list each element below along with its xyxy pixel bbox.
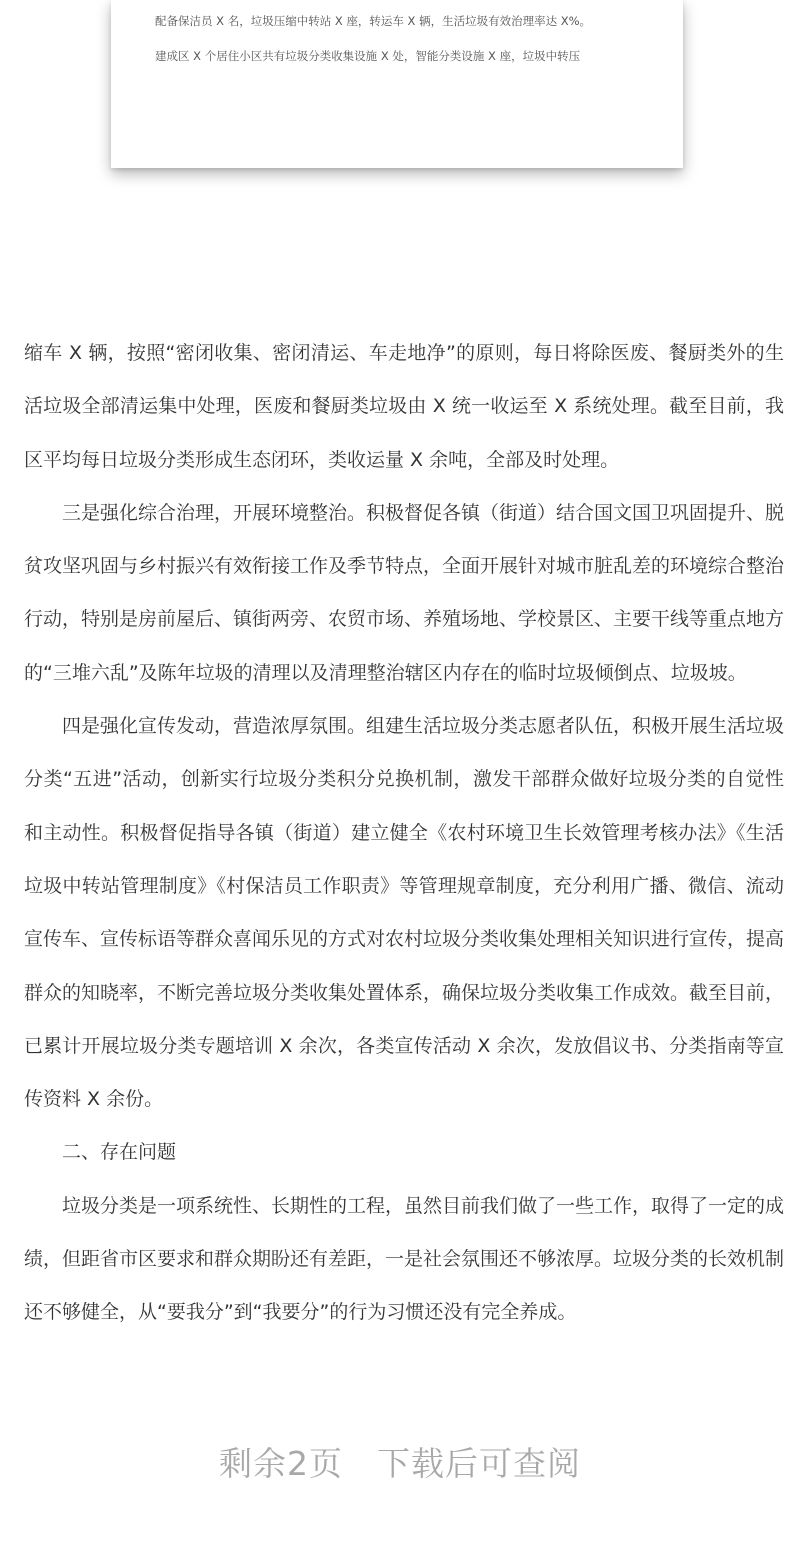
download-prompt[interactable]: 剩余2页 下载后可查阅 xyxy=(219,1444,581,1483)
preview-text-line: 配备保洁员 X 名，垃圾压缩中转站 X 座，转运车 X 辆，生活垃圾有效治理率达 X%。 xyxy=(155,14,592,28)
section-heading-problems: 二、存在问题 xyxy=(62,1141,177,1164)
preview-text-line: 建成区 X 个居住小区共有垃圾分类收集设施 X 处，智能分类设施 X 座，垃圾中转压 xyxy=(155,49,581,63)
paragraph-comprehensive-governance: 三是强化综合治理，开展环境整治。积极督促各镇（街道）结合国文国卫巩固提升、脱贫攻坚巩固与乡村振兴有效衔接工作及季节特点，全面开展针对城市脏乱差的环境综合整治行动，特别是房前屋后、镇街两旁、农贸市场、养殖场地、学校景区、主要干线等重点地方的“三堆六乱”及陈年垃圾的清理以及清理整治辖区内存在的临时垃圾倾倒点、垃圾坡。 xyxy=(24,501,785,684)
paragraph-problems: 垃圾分类是一项系统性、长期性的工程，虽然目前我们做了一些工作，取得了一定的成绩，但距省市区要求和群众期盼还有差距，一是社会氛围还不够浓厚。垃圾分类的长效机制还不够健全，从“要我分”到“我要分”的行为习惯还没有完全养成。 xyxy=(24,1194,785,1324)
document-preview-card xyxy=(111,0,683,168)
document-body xyxy=(24,327,784,1340)
paragraph-publicity-mobilization: 四是强化宣传发动，营造浓厚氛围。组建生活垃圾分类志愿者队伍，积极开展生活垃圾分类“五进”活动，创新实行垃圾分类积分兑换机制，激发干部群众做好垃圾分类的自觉性和主动性。积极督促指导各镇（街道）建立健全《农村环境卫生长效管理考核办法》《生活垃圾中转站管理制度》《村保洁员工作职责》等管理规章制度，充分利用广播、微信、流动宣传车、宣传标语等群众喜闻乐见的方式对农村垃圾分类收集处理相关知识进行宣传，提高群众的知晓率，不断完善垃圾分类收集处置体系，确保垃圾分类收集工作成效。截至目前，已累计开展垃圾分类专题培训 X 余次，各类宣传活动 X 余次，发放倡议书、分类指南等宣传资料 X 余份。 xyxy=(24,715,785,1111)
paragraph-continuation: 缩车 X 辆，按照“密闭收集、密闭清运、车走地净”的原则，每日将除医废、餐厨类外的生活垃圾全部清运集中处理，医废和餐厨类垃圾由 X 统一收运至 X 系统处理。截至目前，我区平均每日垃圾分类形成生态闭环，类收运量 X 余吨，全部及时处理。 xyxy=(24,342,784,471)
